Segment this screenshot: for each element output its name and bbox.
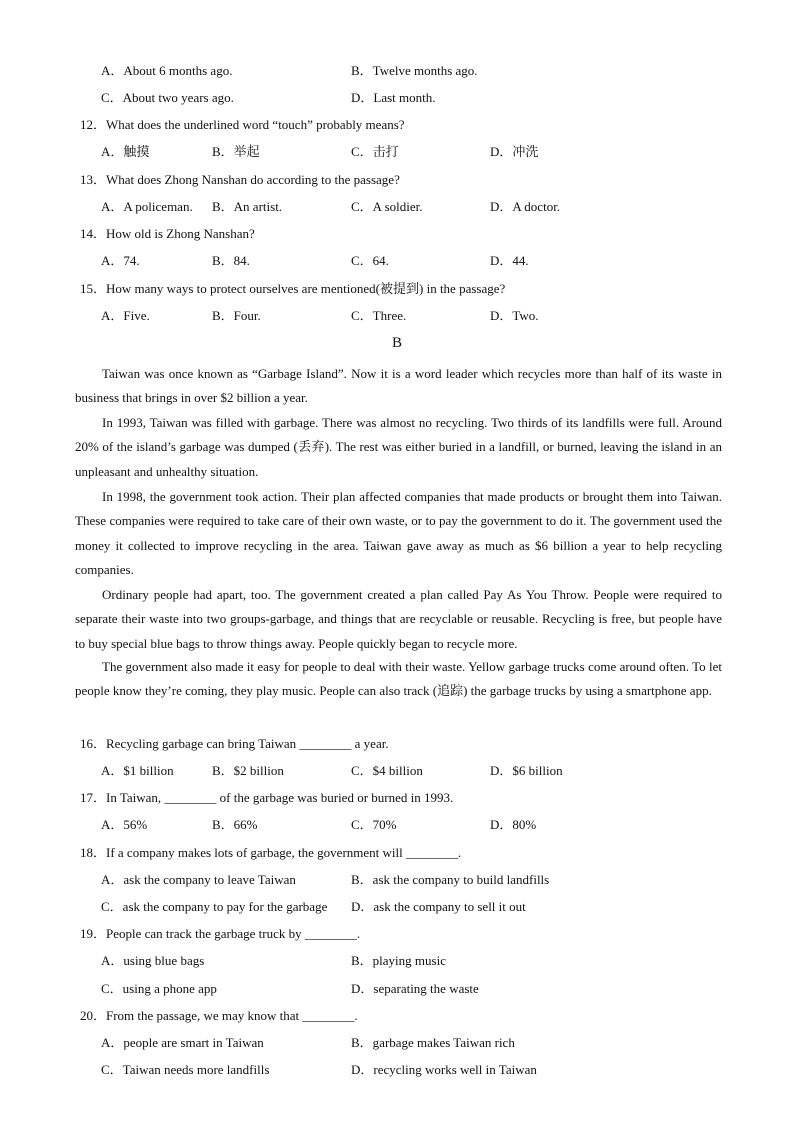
q18-stem: 18．If a company makes lots of garbage, the government will ________. bbox=[80, 845, 462, 860]
q12-stem: 12．What does the underlined word “touch” probably means? bbox=[80, 117, 405, 132]
q18-option-a: A．ask the company to leave Taiwan bbox=[101, 872, 296, 887]
q14-option-a: A．74. bbox=[101, 253, 140, 268]
q14-option-c: C．64. bbox=[351, 253, 389, 268]
q15-option-a: A．Five. bbox=[101, 308, 150, 323]
q20-option-c: C．Taiwan needs more landfills bbox=[101, 1062, 270, 1077]
q11-option-b: B．Twelve months ago. bbox=[351, 63, 478, 78]
q16-stem: 16．Recycling garbage can bring Taiwan ________ a year. bbox=[80, 736, 389, 751]
q16-option-d: D．$6 billion bbox=[490, 763, 563, 778]
q12-option-b: B．举起 bbox=[212, 144, 260, 159]
q17-option-a: A．56% bbox=[101, 817, 148, 832]
passage-paragraph-3 bbox=[75, 485, 722, 583]
q16-option-b: B．$2 billion bbox=[212, 763, 284, 778]
q14-option-d: D．44. bbox=[490, 253, 529, 268]
q15-stem: 15．How many ways to protect ourselves are mentioned(被提到) in the passage? bbox=[80, 281, 506, 296]
passage-paragraph-1-text: Taiwan was once known as “Garbage Island”. Now it is a word leader which recycles more than half of its waste in business that brings in over $2 billion a year. bbox=[75, 366, 722, 406]
q14-stem: 14．How old is Zhong Nanshan? bbox=[80, 226, 255, 241]
q15-option-b: B．Four. bbox=[212, 308, 261, 323]
q13-option-a: A．A policeman. bbox=[101, 199, 193, 214]
passage-paragraph-5-text: The government also made it easy for people to deal with their waste. Yellow garbage trucks come around often. To let people know they’re coming, they play music. People can also track (追踪) the garbage trucks by using a smartphone app. bbox=[75, 659, 722, 699]
q20-option-d: D．recycling works well in Taiwan bbox=[351, 1062, 537, 1077]
q20-option-a: A．people are smart in Taiwan bbox=[101, 1035, 264, 1050]
passage-paragraph-3-text: In 1998, the government took action. Their plan affected companies that made products or brought them into Taiwan. These companies were required to take care of their own waste, or to pay the government to do it. The government used the money it collected to improve recycling in the area. Taiwan gave away as much as $6 billion a year to help recycling companies. bbox=[75, 489, 722, 578]
q12-option-c: C．击打 bbox=[351, 144, 399, 159]
q15-option-c: C．Three. bbox=[351, 308, 407, 323]
passage-paragraph-5 bbox=[75, 655, 722, 704]
q13-option-b: B．An artist. bbox=[212, 199, 283, 214]
q18-option-c: C．ask the company to pay for the garbage bbox=[101, 899, 328, 914]
passage-paragraph-2-text: In 1993, Taiwan was filled with garbage. There was almost no recycling. Two thirds of its landfills were full. Around 20% of the island’s garbage was dumped (丢弃). The rest was either buried in a landfill, or burned, leaving the island in an unpleasant and unhealthy situation. bbox=[75, 415, 722, 479]
passage-paragraph-2 bbox=[75, 411, 722, 484]
q18-option-d: D．ask the company to sell it out bbox=[351, 899, 526, 914]
q12-option-a: A．触摸 bbox=[101, 144, 150, 159]
q13-stem: 13．What does Zhong Nanshan do according to the passage? bbox=[80, 172, 400, 187]
q19-option-c: C．using a phone app bbox=[101, 981, 217, 996]
passage-paragraph-4 bbox=[75, 583, 722, 656]
q16-option-c: C．$4 billion bbox=[351, 763, 423, 778]
q11-option-d: D．Last month. bbox=[351, 90, 436, 105]
q13-option-c: C．A soldier. bbox=[351, 199, 423, 214]
q12-option-d: D．冲洗 bbox=[490, 144, 539, 159]
q17-stem: 17．In Taiwan, ________ of the garbage was buried or burned in 1993. bbox=[80, 790, 454, 805]
q19-option-b: B．playing music bbox=[351, 953, 446, 968]
q19-stem: 19．People can track the garbage truck by ________. bbox=[80, 926, 361, 941]
q14-option-b: B．84. bbox=[212, 253, 250, 268]
q20-option-b: B．garbage makes Taiwan rich bbox=[351, 1035, 515, 1050]
passage-paragraph-4-text: Ordinary people had apart, too. The government created a plan called Pay As You Throw. People were required to separate their waste into two groups-garbage, and things that are recyclable or reusable. Recycling is free, but people have to buy special blue bags to throw things away. People quickly began to recycle more. bbox=[75, 587, 722, 651]
passage-paragraph-1 bbox=[75, 362, 722, 411]
q15-option-d: D．Two. bbox=[490, 308, 539, 323]
q18-option-b: B．ask the company to build landfills bbox=[351, 872, 550, 887]
q19-option-a: A．using blue bags bbox=[101, 953, 205, 968]
q11-option-c: C．About two years ago. bbox=[101, 90, 234, 105]
q13-option-d: D．A doctor. bbox=[490, 199, 561, 214]
q17-option-c: C．70% bbox=[351, 817, 397, 832]
q17-option-d: D．80% bbox=[490, 817, 537, 832]
q20-stem: 20．From the passage, we may know that ________. bbox=[80, 1008, 358, 1023]
q11-option-a: A．About 6 months ago. bbox=[101, 63, 233, 78]
q19-option-d: D．separating the waste bbox=[351, 981, 479, 996]
q16-option-a: A．$1 billion bbox=[101, 763, 174, 778]
q17-option-b: B．66% bbox=[212, 817, 258, 832]
section-heading: B bbox=[391, 335, 402, 351]
